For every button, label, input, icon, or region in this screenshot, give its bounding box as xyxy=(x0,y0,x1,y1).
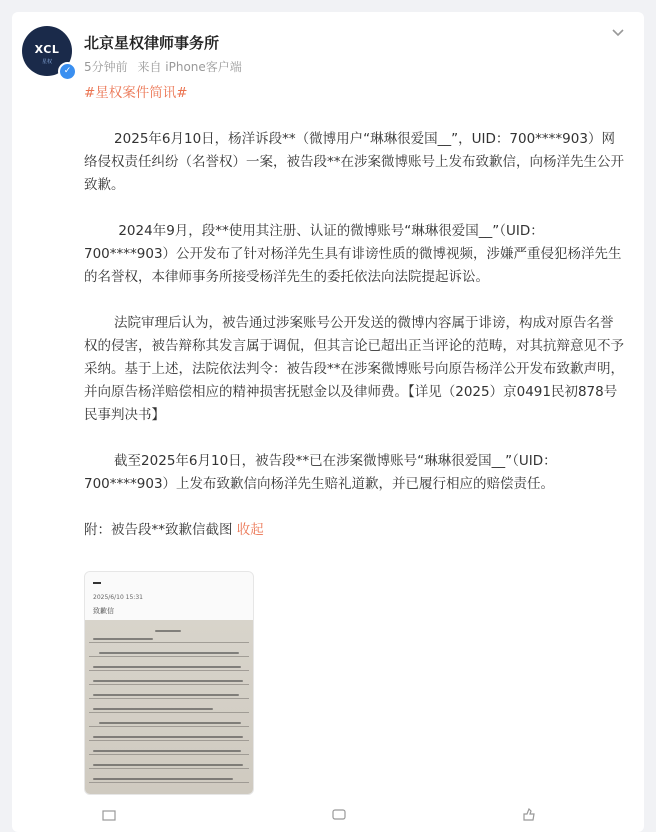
screenshot-date: 2025/6/10 15:31 xyxy=(93,594,143,601)
attachment-line xyxy=(84,519,624,542)
author-name[interactable]: 北京星权律师事务所 xyxy=(84,34,220,52)
topic-link[interactable]: #星权案件简讯# xyxy=(84,85,188,101)
chevron-down-icon[interactable] xyxy=(610,24,626,40)
avatar-logo-text: XCL xyxy=(34,43,60,56)
post-meta xyxy=(84,58,248,75)
comment-icon[interactable] xyxy=(332,808,346,822)
like-icon[interactable] xyxy=(522,808,536,822)
verified-badge-icon: ✓ xyxy=(58,62,77,81)
post-content xyxy=(84,82,624,542)
action-bar xyxy=(92,808,632,824)
post-source: 来自 iPhone客户端 xyxy=(137,60,242,74)
paragraph-4: 截至2025年6月10日，被告段**已在涉案微博账号“琳琳很爱国__”（UID：700****903）上发布致歉信向杨洋先生赔礼道歉，并已履行相应的赔偿责任。 xyxy=(84,453,557,492)
avatar-logo-sub: 星权 xyxy=(41,59,52,65)
paragraph-1: 2025年6月10日，杨洋诉段**（微博用户“琳琳很爱国__”，UID：700****903）网络侵权责任纠纷（名誉权）一案，被告段**在涉案微博账号上发布致歉信，向杨洋先生公开致歉。 xyxy=(84,131,624,193)
apology-letter-image[interactable] xyxy=(84,571,254,795)
screenshot-header xyxy=(85,572,253,620)
paragraph-3: 法院审理后认为，被告通过涉案账号公开发送的微博内容属于诽谤，构成对原告名誉权的侵害，被告辩称其发言属于调侃，但其言论已超出正当评论的范畴，对其抗辩意见不予采纳。基于上述，法院依法判令：被告段**在涉案微博账号向原告杨洋公开发布致歉声明，并向原告杨洋赔偿相应的精神损害抚慰金以及律师费。【详见（2025）京0491民初878号民事判决书】 xyxy=(84,315,624,423)
attachment-label: 附：被告段**致歉信截图 xyxy=(84,522,233,538)
post-time[interactable]: 5分钟前 xyxy=(84,60,128,74)
back-icon xyxy=(93,582,101,584)
collapse-link[interactable]: 收起 xyxy=(236,522,264,538)
screenshot-title: 致歉信 xyxy=(93,607,114,615)
repost-icon[interactable] xyxy=(102,808,116,822)
weibo-post-card xyxy=(12,12,644,832)
paragraph-2: 2024年9月，段**使用其注册、认证的微博账号“琳琳很爱国__”（UID：700****903）公开发布了针对杨洋先生具有诽谤性质的微博视频，涉嫌严重侵犯杨洋先生的名誉权，本律师事务所接受杨洋先生的委托依法向法院提起诉讼。 xyxy=(84,223,622,285)
handwritten-letter xyxy=(85,620,253,794)
